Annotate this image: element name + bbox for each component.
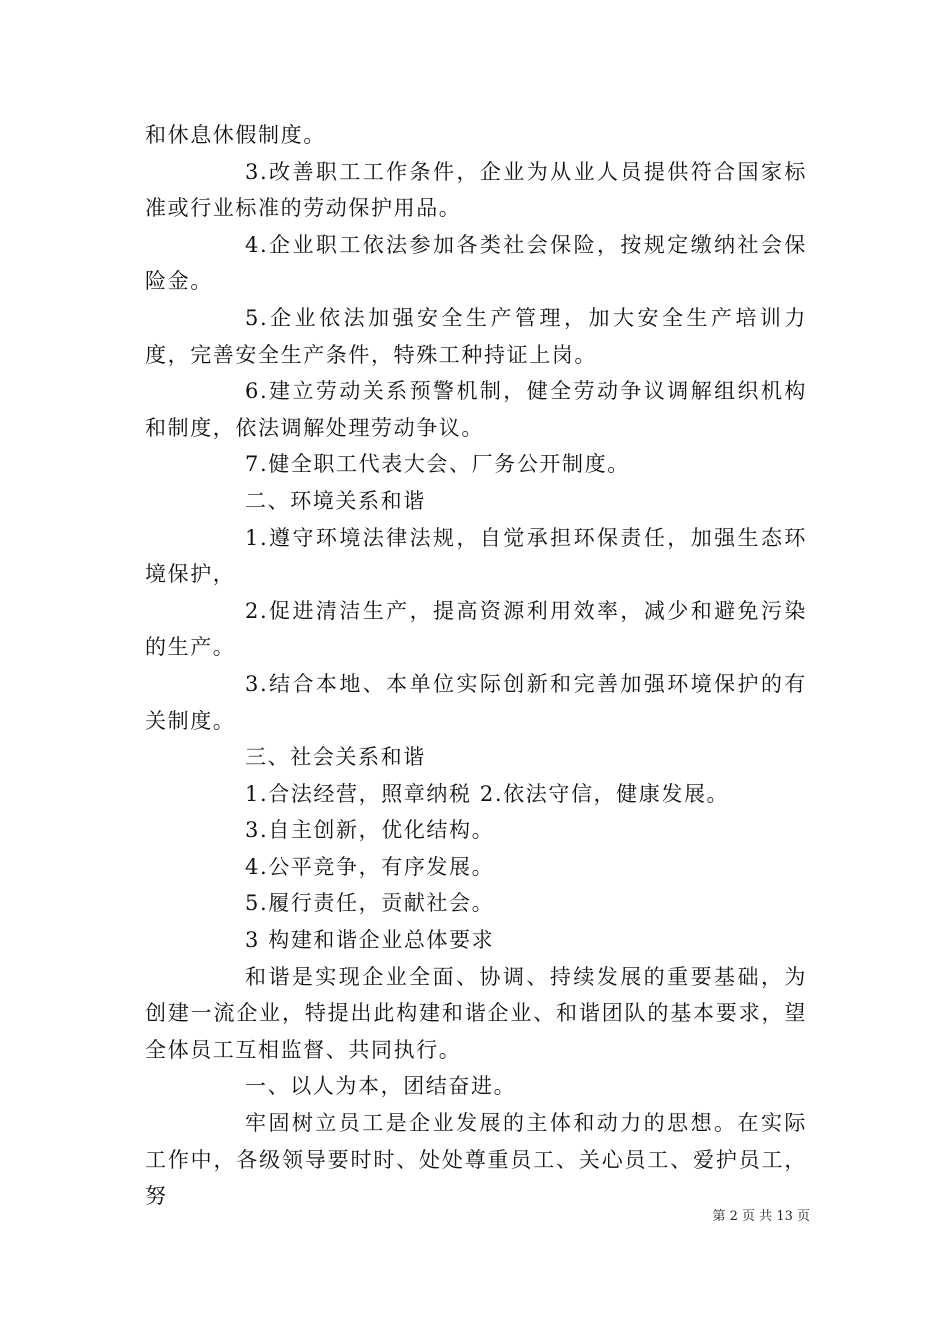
paragraph: 2.促进清洁生产，提高资源利用效率，减少和避免污染的生产。 bbox=[145, 598, 807, 660]
paragraph: 7.健全职工代表大会、厂务公开制度。 bbox=[245, 452, 630, 477]
paragraph: 6.建立劳动关系预警机制，健全劳动争议调解组织机构和制度，依法调解处理劳动争议。 bbox=[145, 379, 807, 440]
paragraph: 5.履行责任，贡献社会。 bbox=[245, 891, 495, 916]
paragraph: 3.改善职工工作条件，企业为从业人员提供符合国家标准或行业标准的劳动保护用品。 bbox=[145, 159, 807, 221]
paragraph: 牢固树立员工是企业发展的主体和动力的思想。在实际工作中，各级领导要时时、处处尊重员工、关心员工、爱护员工，努 bbox=[145, 1111, 807, 1209]
paragraph: 和谐是实现企业全面、协调、持续发展的重要基础，为创建一流企业，特提出此构建和谐企业、和谐团队的基本要求，望全体员工互相监督、共同执行。 bbox=[145, 964, 807, 1062]
paragraph: 三、社会关系和谐 bbox=[245, 745, 426, 770]
paragraph: 3 构建和谐企业总体要求 bbox=[245, 928, 495, 953]
paragraph: 1.遵守环境法律法规，自觉承担环保责任，加强生态环境保护， bbox=[145, 525, 807, 587]
paragraph: 3.结合本地、本单位实际创新和完善加强环境保护的有关制度。 bbox=[145, 671, 807, 733]
paragraph: 3.自主创新，优化结构。 bbox=[245, 818, 495, 843]
page-number-footer: 第 2 页 共 13 页 bbox=[712, 1209, 810, 1224]
paragraph: 4.公平竞争，有序发展。 bbox=[245, 854, 495, 879]
paragraph: 二、环境关系和谐 bbox=[245, 488, 426, 513]
paragraph: 和休息休假制度。 bbox=[145, 123, 326, 147]
paragraph: 4.企业职工依法参加各类社会保险，按规定缴纳社会保险金。 bbox=[145, 232, 807, 294]
paragraph: 1.合法经营，照章纳税 2.依法守信，健康发展。 bbox=[245, 781, 730, 806]
paragraph: 5.企业依法加强安全生产管理，加大安全生产培训力度，完善安全生产条件，特殊工种持证上岗。 bbox=[145, 305, 807, 367]
paragraph: 一、以人为本，团结奋进。 bbox=[245, 1074, 517, 1099]
document-body bbox=[145, 117, 807, 1215]
